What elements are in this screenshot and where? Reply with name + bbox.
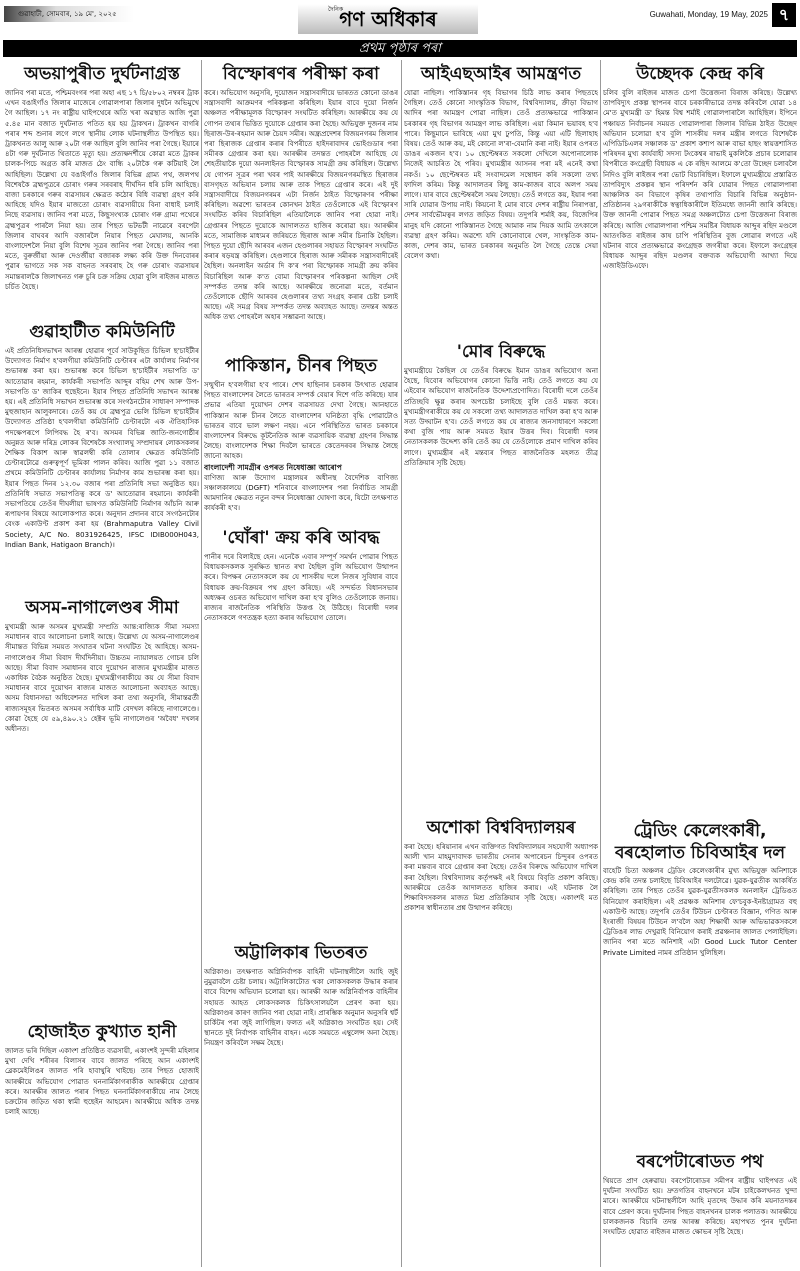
headline: গুৱাহাটীত কমিউনিটি [29,322,175,342]
article-guwahati-community [5,318,199,594]
article-body: যোৱা নাছিল। পাকিস্তানৰ গৃহ বিভাগৰ চিঠি লাভ কৰাৰ পিছতহে গৈছিল। তেওঁ কোনো সাংস্কৃতিক বিভাগ, বিশ্ববিদ্যালয়, ক্ৰীড়া বিভাগ আদিৰ পৰা আমন্ত্ৰণ পোৱা নাছিল। তেওঁ প্ৰত্যক্ষভাৱে পাকিস্তান চৰকাৰৰ গৃহ বিভাগৰ আমন্ত্ৰণ লাভ কৰিছিল। এয়া কিমান ভয়াবহ হ'ব পাৰে। কিছুমানে ভাবিছে এয়া মুখ ঢুপতি, কিন্তু এয়া এটি ছিলাহাহ বিষয়। তেওঁ আৰু কয়, মই কোনো ল'ৰা-বেমানি কৰা নাই। ইয়াৰ ওপৰত ডাঙৰ একজন হ'ব। ১০ ছেপ্টেম্বৰত সকলো দেখিলে অপোনালোক নিজেই আচৰিত হৈ পৰিব। মুখ্যমন্ত্ৰীৰ আসনৰ পৰা মই এনেই কথা নকওঁ। ১০ ছেপ্টেম্বৰত মই সংবাদমেল সম্বোধন কৰি সকলো তথ্য ফাদিল কৰিম। কিন্তু আদালতৰ কিছু কাম-কাজৰ বাবে অলপ সময় লাগে। যাৰ বাবে ছেপ্টেম্বৰলৈ সময় লৈছো। তেওঁ লগতে কয়, ইয়াৰ পৰা সাৰি যোৱাৰ উপায় নাই। কিয়নো ই মোৰ বাবে দেশৰ ৰাষ্ট্ৰীয় নিৰাপত্তা, দেশৰ সাৰ্বভৌমত্বৰ লগত জড়িত বিষয়। তদুপৰি শৰ্মাই কয়, বিজেপিৰ মানুহ যদি কোনো পাকিস্তানত গৈছে আমাক নাম দিয়ক আমি তৎকালে ব্যৱস্থা গ্ৰহণ কৰিম। অৱশ্যে যদি কোনোবাৰে খেল, সাংস্কৃতিক কাম-কাজ, দেশৰ কাম, ভাৰত চৰকাৰৰ অনুমতি লৈ গৈছে তেন্তে সেয়া বেলেগ কথা। [404,89,598,261]
article-pakistan-china [204,352,398,524]
column-divider [201,60,202,1267]
headline: ট্ৰেডিং কেলেংকাৰী, বৰহোলাত চিবিআইৰ দল [614,821,786,863]
headline: অশোকা বিশ্ববিদ্যালয়ৰ [426,818,576,838]
article-assam-nagaland-border [5,594,199,1018]
headline: 'মোৰ বিৰুদ্ধে [456,342,546,362]
headline: বৰপেটাৰোডত পথ [636,1152,764,1172]
column-1 [5,60,199,1267]
article-body: অগ্নিকাণ্ড। তৎক্ষণাত অগ্নিনিৰ্বাপক বাহিনী ঘটনাস্থলীলৈ আহি জুই নুমুৱাবলৈ চেষ্টা চলায়। অট্টালিকাটোত থকা লোকসকলক উদ্ধাৰ কৰাৰ বাবে বিশেষ অভিযান চলোৱা হয়। আৰক্ষী আৰু অগ্নিনিৰ্বাপক বাহিনীৰ সহায়ত আহত লোকসকলক চিকিৎসালয়লৈ প্ৰেৰণ কৰা হয়। অগ্নিকাণ্ডৰ কাৰণ জানিব পৰা হোৱা নাই। প্ৰাৰম্ভিক অনুমান অনুসৰি শ্বৰ্ট চাৰ্কিটৰ পৰা জুই লাগিছিল। ফলত এই অগ্নিকাণ্ড সংঘটিত হয়। সেই স্থানতে দুই নিৰ্বাপক বাহিনীৰ বাহন। একে সময়তে এম্বুলেন্স অনা হৈছে। নিয়ন্ত্ৰণ কৰিবলৈ সক্ষম হৈছে। [204,968,398,1048]
article-body: বাণিজ্য আৰু উদ্যোগ মন্ত্ৰালয়ৰ অধীনস্থ বৈদেশিক বাণিজ্য সঞ্চালকালয়ে (DGFT) শনিবাৰে বাংলাদেশৰ পৰা নিৰ্বাচিত সামগ্ৰী আমদানিৰ ক্ষেত্ৰত নতুন বন্দৰ নিষেধাজ্ঞা ঘোষণা কৰে, যিটো তৎক্ষণাত কাৰ্যকৰী হ'ব। [204,473,398,513]
article-horse-trading [204,524,398,939]
article-body: সন্মুখীন হ'বলগীয়া হ'ব পাৰে। শেখ হাছিনাৰ চৰকাৰ উৎখাত হোৱাৰ পিছত বাংলাদেশৰ লৈতে ভাৰতৰ সম্পৰ্ক বেয়াৰ দিশে গতি কৰিছে। যাৰ প্ৰভাৱ এতিয়া দুয়োখন দেশৰ ব্যৱসায়ত দেখা গৈছে। আনহাতে পাকিস্তান আৰু চীনৰ লৈতে বাংলাদেশৰ ঘনিষ্ঠতা বৃদ্ধি পোৱাটোও ভাৰতৰ বাবে ভাল লক্ষণ নহয়। এনে পৰিস্থিতিত ভাৰত চৰকাৰে বাংলাদেশৰ বিৰুদ্ধে কূটনৈতিক আৰু ব্যৱসায়িক ব্যৱস্থা গ্ৰহণৰ সিদ্ধান্ত লৈছে। বাংলাদেশক শিক্ষা দিবলৈ ভাৰতে কেতেদৰবৰ সিদ্ধান্ত লৈছে জানো আহক। [204,381,398,461]
date-assamese: গুৱাহাটী, সোমবাৰ, ১৯ মে', ২০২৫ [4,6,134,22]
column-2 [204,60,398,1267]
headline: আইএছআইৰ আমন্ত্ৰণত [420,64,582,84]
article-body: কৰা হৈছে। হৰিয়ানাৰ এখন ব্যক্তিগত বিশ্ববিদ্যালয়ৰ সহযোগী অধ্যাপক আলী খান মাহমুদাবাদক ভাৰতীয় সেনাৰ অপাৰেচন চিন্দুৰৰ ওপৰত কৰা মন্তব্যৰ বাবে গ্ৰেপ্তাৰ কৰা হৈছে। তেওঁৰ বিৰুদ্ধে অভিযোগ দাখিল কৰা হৈছিল। বিশ্ববিদ্যালয় কৰ্তৃপক্ষই এই বিষয়ে বিবৃতি প্ৰকাশ কৰিছে। আৰক্ষীয়ে তেওঁক আদালতত হাজিৰ কৰায়। এই ঘটনাক লৈ শিক্ষাবিদসকলৰ মাজত মিশ্ৰ প্ৰতিক্ৰিয়াৰ সৃষ্টি হৈছে। একাংশই মত প্ৰকাশৰ স্বাধীনতাৰ প্ৰশ্ন উত্থাপন কৰিছে। [404,843,598,913]
article-against-me [404,338,598,814]
column-4 [603,60,797,1267]
article-body: জানিব পৰা মতে, পশ্চিমবংগৰ পৰা অহা এছ ১৭ চি/৫৮০২ নম্বৰৰ ট্ৰাক এখন বঙাইগাঁও জিলাৰ মাজেৰে গোৱালপাৰা জিলাৰ দুধনৈ অভিমুখে গৈ আছিল। ১৭ নং ৰাষ্ট্ৰীয় ঘাইপথেৰে অতি খৰা অৱস্থাত আজি পুৱা ৫.৪৫ মান বজাত দুৰ্ঘটনাত পতিত হয় হয় ট্ৰাকখন। ট্ৰাকখন বাগৰি পৰাৰ শব্দ শুনাৰ লগে লগে স্থানীয় লোক ঘটনাস্থলীত উপস্থিত হয়। ট্ৰাকখনত আলু আৰু ২০টা গৰু আছিল বুলি জানিব পৰা গৈছে। ইয়াৰে ৪টা গৰু দুৰ্ঘটনাত থিতাতে মৃত্যু হয়। প্ৰত্যক্ষদৰ্শীয়ে কোৱা মতে ট্ৰাকৰ চালক-পিচে অগ্ৰত কৰি মাজত ঠেং বান্ধি ২০টাকৈ গৰু কটিয়াই লৈ আহিছিল। উল্লেখ্য যে বঙাইগাঁও জিলাৰ বিভিন্ন গ্ৰাম্য পথ, জলপথ বিশেষকৈ ব্ৰহ্মপুত্ৰৰে চোৰাং গৰুৰ সৰবৰাহ দীৰ্ঘদিন ধৰি চলি আহিছে। বাজা চৰকাৰে গৰুৰ ব্যৱসায়ৰ ক্ষেত্ৰত কঠোৰ বিধি ব্যৱস্থা গ্ৰহণ কৰি আহিছে যদিও ইয়াৰ মাজতো চোৰাং ব্যৱসায়ীয়ে বিনা বাধাই চলাই নিছে ব্যৱসায়। জানিব পৰা মতে, কিছুসংখ্যক চোৰাং গৰু গ্ৰাম্য পথেৰে ব্ৰহ্মপুত্ৰৰ পাৰলৈ নিয়া হয়। তাৰ পিছত ভটভটী নাৱেৰে বৰপেটা জিলাৰ বাঘবৰ আদি বজাৰলৈ নিয়াৰ পিছত মেঘালয়, আনকি বাংলাদেশলৈ নিয়া বুলি বিশেষ সূত্ৰৰ জানিব পৰা গৈছে। জানিব পৰা মতে, বুৰুৰ্জীয়া আৰু দেওৰ্জীয়া বজাৰক লক্ষ্য কৰি উক্ত দিনবোৰৰ পুৱাৰ ভাগতে সক সক বাহনত সৰবৰাহ হৈ গৰু চোৰাং ব্যৱসায়ৰ সমান্তৰালকৈ জিলাখনত গৰু চুৰি চক্ৰ সক্ৰিয় হোৱা বুলি ৰাইজৰ মাজত চৰ্চিত হৈছে। [5,89,199,291]
headline: পাকিস্তান, চীনৰ পিছত [224,356,378,376]
headline: অসম-নাগালেণ্ডৰ সীমা [25,598,179,618]
article-body: পানীৰ দৰে বিলাইছে হেন। এনেকৈ এবাৰ সম্পূৰ্ণ সমৰ্থন পোৱাৰ পিছত বিধায়কসকলক সুৰক্ষিত স্থানত ৰখা হৈছিল বুলি অভিযোগ উত্থাপন কৰে। বিপক্ষৰ নেতাসকলে কয় যে শাসকীয় দলে নিজৰ সুবিধাৰ বাবে বিধায়ক ক্ৰয়-বিক্ৰয়ৰ পথ গ্ৰহণ কৰিছে। এই সন্দৰ্ভত বিধানসভাৰ অধ্যক্ষৰ ওচৰত অভিযোগ দাখিল কৰা হ'ব বুলিও তেওঁলোকে জনায়। ৰাজ্যৰ ৰাজনৈতিক পৰিস্থিতি উত্তপ্ত হৈ উঠিছে। বিৰোধী দলৰ নেতাসকলে গণতন্ত্ৰক হত্যা কৰাৰ অভিযোগ তোলে। [204,553,398,623]
article-body: চলিব বুলি ৰাইজৰ মাজত চেপা উত্তেজনা বিৰাজ কৰিছে। উল্লেখ্য তাপবিদ্যুৎ প্ৰকল্প স্থাপনৰ বাবে চৰকাৰীভাৱে তদন্ত কৰিবলৈ যোৱা ১৪ মে'ত মুখ্যমন্ত্ৰী ড' হিমন্ত বিশ্ব শৰ্মাই গোৱালপাৰালৈ আহিছিল। ইপিনে পঞ্চায়ত নিৰ্বাচনৰ সময়ত গোৱালপাৰা জিলাৰ বিভিন্ন ঠাইত উচ্ছেদ অভিযান চলোৱা হ'ব বুলি শাসকীয় দলৰ মন্ত্ৰীৰ লগতে বিশেষকৈ এপিডিচিএলৰ সঞ্চালক ড' প্ৰকাশ কশ্যপ আৰু বাভা হাছং স্বায়ত্তশাসিত পৰিষদৰ মুখ্য কাৰ্যবাহী সদস্য টংকেশ্বৰ ৰাভাই মুকলিকৈ প্ৰচাৰ চলোৱাৰ বিপৰীতে কংগ্ৰেছী বিধায়ক এ কে ৰছিদ আলমে ক'তো উচ্ছেদ চলাবলৈ নিদিও বুলি ৰাইজৰ পৰা ভোট বিচাৰিছিল। ইফালে মুখ্যমন্ত্ৰীয়ে প্ৰস্তাৱিত তাপবিদ্যুৎ প্ৰকল্পৰ স্থান পৰিদৰ্শন কৰি যোৱাৰ পিছত গোৱালপাৰা আঞ্চলিক বন বিভাগে কৃষিৰ তথ্যপাতি বিচাৰি বিভিন্ন অনুষ্ঠান-প্ৰতিষ্ঠানৰ ২৯গৰাকীকৈ স্বত্বাধিকাৰীলৈ ইতিমধ্যে জাননী জাৰি কৰিছে। উক্ত জাননী পোৱাৰ পিছত সমগ্ৰ অঞ্চলটোত চেপা উত্তেজনা বিৰাজ কৰিছে। আজি গোৱালপাৰা পশ্চিম সমষ্টিৰ বিধায়ক আব্দুৰ ৰছিদ মণ্ডলে আতংকিত ৰাইজৰ কাষ চাপি পৰিস্থিতিৰ বুজ লোৱাৰ লগতে এই ঘটনাৰ বাবে প্ৰত্যক্ষভাৱে কংগ্ৰেছক জগৰীয়া কৰে। ইফালে কংগ্ৰেছৰ বিধায়ক আব্দুৰ ৰছিদ মণ্ডলৰ বক্তব্যক অভিযোগী আখ্যা দিয়ে এজাইউডিএফে। [603,89,797,271]
headline: উচ্ছেদক কেন্দ্ৰ কৰি [636,64,764,84]
section-banner: প্ৰথম পৃষ্ঠাৰ পৰা [3,40,797,57]
date-english: Guwahati, Monday, 19 May, 2025 [649,10,768,19]
article-barpeta-road [603,1148,797,1267]
headline: হোজাইত কুখ্যাত হানী [27,1022,177,1042]
article-explosion-test [204,60,398,352]
article-building-fire [204,939,398,1267]
newspaper-logo [298,4,478,34]
column-3 [404,60,598,1267]
article-body: থিয়তে প্ৰাণ হেৰুৱায়। বৰপেটাৰোডৰ সমীপৰ ৰাষ্ট্ৰীয় ঘাইপথত এই দুৰ্ঘটনা সংঘটিত হয়। দ্ৰুতগতিৰ বাহনখনে মটৰ চাইকেলখনত খুন্দা মাৰে। আৰক্ষীয়ে ঘটনাস্থলীলৈ আহি মৃতদেহ উদ্ধাৰ কৰি ময়নাতদন্তৰ বাবে প্ৰেৰণ কৰে। দুৰ্ঘটনাৰ পিছত বাহনখনৰ চালক পলাতক। আৰক্ষীয়ে চালকজনক বিচাৰি তদন্ত আৰম্ভ কৰিছে। মহাপথত পুনৰ দুৰ্ঘটনা সংঘটিত হোৱাত ৰাইজৰ মাজত ক্ষোভৰ সৃষ্টি হৈছে। [603,1177,797,1237]
logo-text: গণ অধিকাৰ [339,7,437,31]
article-body: কৰে। অভিযোগ অনুসৰি, দুয়োজন সন্ত্ৰাসবাদীয়ে ভাৰতত কোনো ডাঙৰ সন্ত্ৰাসবাদী আক্ৰমণৰ পৰিকল্পনা কৰিছিল। ইয়াৰ বাবে দুয়ো নিৰ্জন অঞ্চলত পৰীক্ষামূলক বিস্ফোৰণ সংঘটিত কৰিছিল। আৰক্ষীয়ে কয় যে গোপন তথ্যৰ ভিত্তিত দুয়োকে গ্ৰেপ্তাৰ কৰা হৈছে। অভিযুক্ত দুজনৰ নাম ছিৰাজ-উৰ-ৰহমান আৰু চৈয়দ সমীৰ। অন্ধ্ৰপ্ৰদেশৰ বিজয়নগৰম জিলাৰ পৰা ছিৰাজক গ্ৰেপ্তাৰ কৰাৰ বিপৰীতে হাইদৰাবাদৰ ভোইগুডাৰ পৰা সমীৰক গ্ৰেপ্তাৰ কৰা হয়। আৰক্ষীৰ তদন্তত পোহৰলৈ আহিছে যে শেহতীয়াকৈ দুয়ো অনলাইনত বিস্ফোৰক সামগ্ৰী ক্ৰয় কৰিছিল। উল্লেখ্য যে গোপন সূত্ৰৰ পৰা খবৰ পাই আৰক্ষীয়ে বিজয়নগৰমস্থিত ছিৰাজৰ বাসগৃহত অভিযান চলায় আৰু তাক পিছত গ্ৰেপ্তাৰ কৰে। এই দুই সন্ত্ৰাসবাদীয়ে বিজয়নগৰমৰ এটা নিৰ্জন ঠাইত বিস্ফোৰণৰ পৰীক্ষা কৰিছিল। অৱশ্যে ভাৰতৰ কোনখন ঠাইত তেওঁলোকে এই বিস্ফোৰণ সংঘটিত কৰিব বিচাৰিছিল এতিয়ালৈকে জানিব পৰা হোৱা নাই। গ্ৰেপ্তাৰৰ পিছতে দুয়োকে আদালতত হাজিৰ কৰোৱা হয়। আৰক্ষীৰ মতে, সামাজিক মাধ্যমৰ জৰিয়তে ছিৰাজ আৰু সমীৰ চিনাকি হৈছিল। পিছত দুয়ো ছৌদি আৰবৰ এজন হেণ্ডলাৰৰ সহায়ত বিস্ফোৰণ সংঘটিত কৰাৰ ষড়যন্ত্ৰ কৰিছিল। হেণ্ডলাৰে ছিৰাজ আৰু সমীৰক সন্ত্ৰাসবাদীৰেই হৈছিল। অনলাইন অৰ্ডাৰ দি ক'ৰ পৰা বিস্ফোৰক সামগ্ৰী ক্ৰয় কৰিব বিচাৰিছিল আৰু ক'ত বোমা বিস্ফোৰণৰ পৰিকল্পনা আছিল সেই সম্পৰ্কত তদন্ত কৰি আছে। আৰক্ষীয়ে জনোৱা মতে, বৰ্তমান তেওঁলোকে ছৌদি আৰবৰ হেণ্ডলাৰৰ তথ্য সংগ্ৰহ কৰাৰ চেষ্টা চলাই আছে। এই সমগ্ৰ বিষয় সম্পৰ্কত তদন্ত অব্যাহত আছে। তদন্তৰ অন্তত অধিক তথ্য পোহৰলৈ অহাৰ সম্ভাৱনা আছে। [204,89,398,322]
article-body: এই প্ৰতিনিধিসভাখন আৰম্ভ হোৱাৰ পূৰ্বে সাউকুছিত চিভিল ছ'চাইটীৰ উদ্যোগত নিৰ্মাণ হ'বলগীয়া কমিউনিটি চেণ্টাৰৰ এটা কাৰ্যালয় নিৰ্মাণৰ শুভাৰম্ভ কৰা হয়। শুভাৰম্ভ কৰে চিভিল ছ'চাইটীৰ সভাপতি ড' আতোৱাৰ ৰহমান, কাৰ্যকৰী সভাপতি আব্দুৰ বহিম শেখ আৰু উপ-সভাপতি ড' জাকিৰ হুছেইনে। ইয়াৰ পিছত প্ৰতিনিধি সভাখন আৰম্ভ হয়। এই প্ৰতিনিধি সভাখন শুভাৰম্ভ কৰে সংগঠনটোৰ সাধাৰণ সম্পাদক মুহুজাহান আলুকদাৰে। তেওঁ কয় যে ব্ৰহ্মপুত্ৰ ভেলি চিভিল ছ'চাইটীৰ উদ্যোগত প্ৰতিষ্ঠা হ'বলগীয়া কমিউনিটি চেণ্টাৰটো এক ঐতিহাসিক পদক্ষেপৰূপে লিপিবদ্ধ হৈ ৰ'ব। অসমৰ বিভিন্ন জাতি-জনগোষ্ঠীৰ অনুন্নত আৰু দৰিদ্ৰ লোকৰ বিশেষকৈ সংখ্যালঘু সম্প্ৰদায়ৰ লোকসকলৰ শৈক্ষিক বিকাশ আৰু স্বাৱলম্বী কৰি তোলাৰ ক্ষেত্ৰত কমিউনিটি চেণ্টাৰটোৱে গুৰুত্বপূৰ্ণ ভূমিকা পালন কৰিব। আজি পুৱা ১১ বজাত প্ৰথমে কমিউনিটি চেণ্টাৰৰ কাৰ্যালয় নিৰ্মাণৰ কাম শুভাৰম্ভ কৰা হয়। ইয়াৰ পিছত দিনৰ ১২.৩০ বজাৰ পৰা প্ৰতিনিধি সভা অনুষ্ঠিত হয়। প্ৰতিনিধি সভাত সভাপতিত্ব কৰে ড' আতোৱাৰ ৰহমানে। কাৰ্যকৰী সভাপতিয়ে তেওঁৰ দীঘলীয়া ভাষণত কমিউনিটি নিৰ্মাণৰ আঁচনি আৰু ৰূপায়ণৰ বিষয়ে আলোকপাত কৰে। অনুদান প্ৰদানৰ বাবে সংগঠনটোৰ বেংক একাউণ্ট প্ৰকাশ কৰা হয় (Brahmaputra Valley Civil Society, A/C No. 8031926425, IFSC IDIB000H043, Indian Bank, Hatigaon Branch)। [5,347,199,549]
article-body: জালত ভৰি দিছিল একাংশ প্ৰতিষ্ঠিত ব্যৱসায়ী, একাংশই সুন্দৰী মহিলাৰ মুখা দেখি শৰীৰৰ বিলাসৰ বাবে জালত পৰিছে আন একাংশই ব্লেকমেইলিঙৰ জালত পৰি হাবাথুৰি খাইছে। তাৰ পিছত হোজাই আৰক্ষীয়ে অভিযোগ পোৱাত ঘননাৰ্মিকাগৰাকীক আৰক্ষীয়ে গ্ৰেপ্তাৰ কৰে। আৰক্ষীৰ জালত পৰাৰ পিছত ঘননাৰ্মিকাগৰাকীয়ে নাম লৈছে চক্ৰটোৰ জড়িত থকা স্বামী হুছেইন আহমেদ। আৰক্ষীয়ে অধিক তদন্ত চলাই আছে। [5,1047,199,1117]
column-divider [401,60,402,1267]
headline: অভয়াপুৰীত দুৰ্ঘটনাগ্ৰস্ত [24,64,180,84]
headline: 'ঘোঁৰা' ক্ৰয় কৰি আবদ্ধ [222,528,380,548]
article-hojai-honey [5,1018,199,1267]
headline: বিস্ফোৰণৰ পৰীক্ষা কৰা [222,64,380,84]
column-divider [600,60,601,1267]
article-isi-invitation [404,60,598,338]
masthead [0,0,800,38]
article-ashoka-university [404,814,598,1267]
article-abhayapuri-accident [5,60,199,318]
article-body: বাহেটি চিতা অঞ্চলৰ ট্ৰেডিং কেলেংকাৰীৰ মুখ্য অভিযুক্ত অনিশাকে কেন্দ্ৰ কৰি তদন্ত চলাইছে চিবিআইৰ দলটোৱে। যুৱক-যুৱতীক আকৰ্ষিত কৰিছিল। তাৰ পিছত তেওঁৰ যুৱক-যুৱতীসকলক অনলাইন ট্ৰেডিঙত বিনিয়োগ কৰাইছিল। এই প্ৰৱঞ্চক অনিশাৰ ফে'চবুক-ইনষ্টাগ্ৰামত বহু একাউণ্ট আছে। তদুপৰি তেওঁৰ টিউচন চেণ্টাৰত বিজ্ঞান, গণিত আৰু ইংৰাজী বিষয়ৰ টিউচন ল'বলৈ অহা শিক্ষাৰ্থী আৰু অভিভাৱকসকলে ট্ৰেডিঙৰ লাভ দেখুৱাই বিনিয়োগ কৰাই প্ৰৱঞ্চনাৰ জালত পেলাইছিল। জানিব পৰা মতে অনিশাই এটা Good Luck Tutor Center Private Limited নামৰ প্ৰতিষ্ঠান খুলিছিল। [603,867,797,957]
article-body: মুখ্যমন্ত্ৰীয়ে কৈছিল যে তেওঁৰ বিৰুদ্ধে ইমান ডাঙৰ অভিযোগ অনা হৈছে, যিবোৰ অভিযোগৰ কোনো ভিত্তি নাই। তেওঁ লগতে কয় যে এইবোৰ অভিযোগ ৰাজনৈতিক উদ্দেশ্যপ্ৰণোদিত। বিৰোধী দলে তেওঁৰ প্ৰতিচ্ছবি ক্ষুণ্ণ কৰাৰ অপচেষ্টা চলাইছে বুলি তেওঁ মন্তব্য কৰে। মুখ্যমন্ত্ৰীগৰাকীয়ে কয় যে সকলো তথ্য আদালতত দাখিল কৰা হ'ব আৰু সত্য উদ্ঘাটন হ'ব। তেওঁ লগতে কয় যে ৰাজ্যৰ জনসাধাৰণে সকলো কথা বুজি পায় আৰু সময়ত ইয়াৰ উত্তৰ দিব। বিৰোধী দলৰ নেতাসকলক উদ্দেশ্য কৰি তেওঁ কয় যে তেওঁলোকে প্ৰমাণ দাখিল কৰিব লাগে। মুখ্যমন্ত্ৰীৰ এই মন্তব্যৰ পিছত ৰাজনৈতিক মহলত তীব্ৰ প্ৰতিক্ৰিয়াৰ সৃষ্টি হৈছে। [404,367,598,467]
headline: অট্টালিকাৰ ভিতৰত [234,943,368,963]
logo-small-text: দৈনিক [328,6,344,13]
article-eviction [603,60,797,818]
article-trading-scam [603,818,797,1148]
subheadline: বাংলাদেশী সামগ্ৰীৰ ওপৰত নিষেধাজ্ঞা আৰোপ [204,462,342,472]
article-body: মুখ্যমন্ত্ৰী আৰু অসমৰ মুখ্যমন্ত্ৰী সম্প্ৰতি আন্ত:ৰাজ্যিক সীমা সমস্যা সমাধানৰ বাবে আলোচনা চলাই আছে। উল্লেখ্য যে অসম-নাগালেণ্ডৰ সীমান্তত বিভিন্ন সময়ত সংঘাতৰ ঘটনা সংঘটিত হৈ আহিছে। অসম-নাগালেণ্ডৰ সীমা বিবাদ দীৰ্ঘদিনীয়া। উচ্চতম ন্যায়ালয়ত গোচৰ চলি আছে। সীমা বিবাদ সমাধানৰ বাবে দুয়োখন ৰাজ্যৰ মুখ্যমন্ত্ৰীৰ মাজত একাধিক বৈঠক অনুষ্ঠিত হৈছে। মুখ্যমন্ত্ৰীগৰাকীয়ে কয় যে সীমা বিবাদ সমাধানৰ বাবে দুয়োখন ৰাজ্যৰ মাজত আলোচনা অব্যাহত আছে। অসম বিধানসভা অধিবেশনত দাখিল কৰা তথ্য অনুসৰি, সীমান্তৱৰ্তী ৰাজ্যসমূহৰ ভিতৰত অসমৰ সৰ্বাধিক মাটি বেদখল কৰিছে নাগালেণ্ডে। কোৱা হৈছে যে ৫৯,৪৯০.২১ হেক্টৰ ভূমি নাগালেণ্ডৰ 'অবৈধ' দখলৰ অধীনত। [5,623,199,734]
page-number: ৭ [772,3,796,27]
